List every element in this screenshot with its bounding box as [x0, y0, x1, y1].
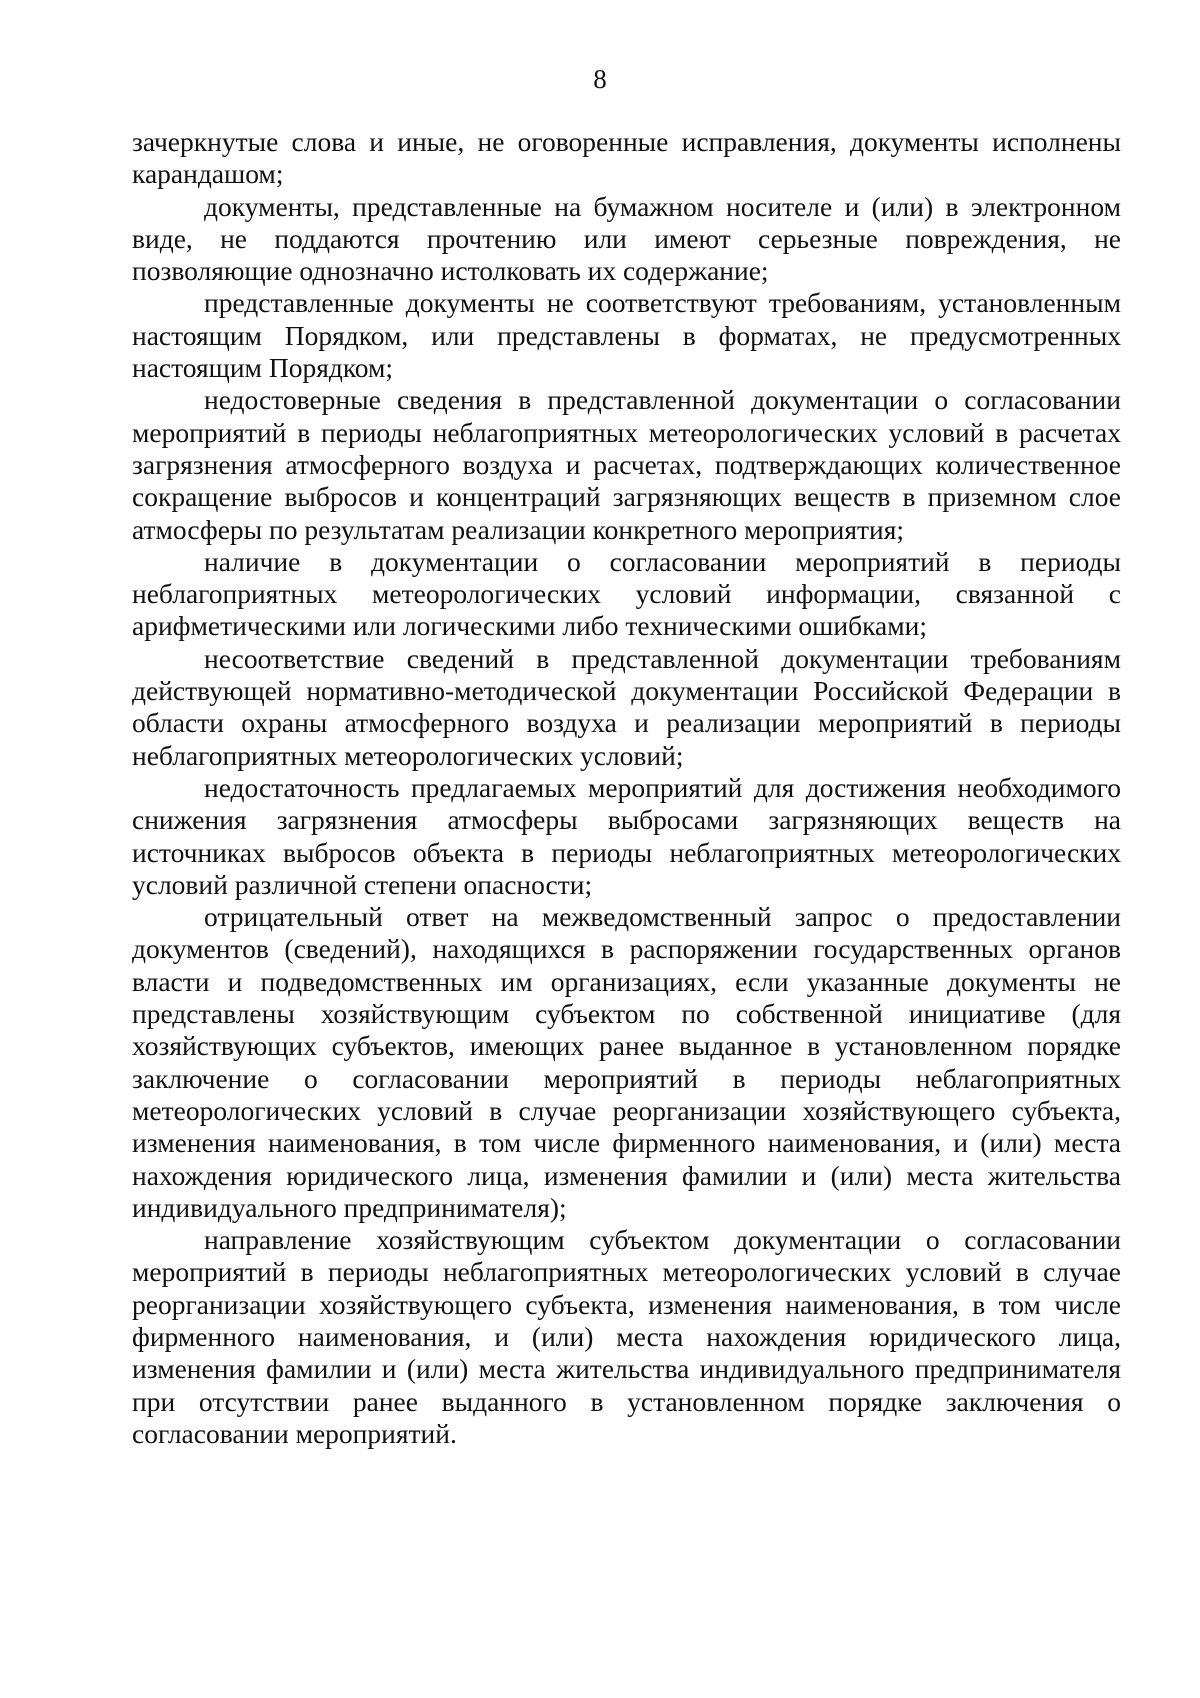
paragraph-regulatory-mismatch: несоответствие сведений в представленной документации требованиям действующей нормативно-методической документации Российской Федерации в области охраны атмосферного воздуха и реализации мероприятий в периоды неблагоприятных метеорологических условий;	[132, 642, 1121, 771]
paragraph-pencil-corrections: зачеркнутые слова и иные, не оговоренные исправления, документы исполнены карандашом;	[132, 126, 1121, 190]
paragraph-unreliable-data: недостоверные сведения в представленной документации о согласовании мероприятий в периоды неблагоприятных метеорологических условий в расчетах загрязнения атмосферного воздуха и расчетах, подтверждающих количественное сокращение выбросов и концентраций загрязняющих веществ в приземном слое атмосферы по результатам реализации конкретного мероприятия;	[132, 384, 1121, 545]
document-body	[132, 126, 1121, 1450]
paragraph-negative-interagency-response: отрицательный ответ на межведомственный запрос о предоставлении документов (сведений), находящихся в распоряжении государственных органов власти и подведомственных им организациях, если указанные документы не представлены хозяйствующим субъектом по собственной инициативе (для хозяйствующих субъектов, имеющих ранее выданное в установленном порядке заключение о согласовании мероприятий в периоды неблагоприятных метеорологических условий в случае реорганизации хозяйствующего субъекта, изменения наименования, в том числе фирменного наименования, и (или) места нахождения юридического лица, изменения фамилии и (или) места жительства индивидуального предпринимателя);	[132, 901, 1121, 1223]
paragraph-missing-prior-conclusion: направление хозяйствующим субъектом документации о согласовании мероприятий в периоды неблагоприятных метеорологических условий в случае реорганизации хозяйствующего субъекта, изменения наименования, в том числе фирменного наименования, и (или) места нахождения юридического лица, изменения фамилии и (или) места жительства индивидуального предпринимателя при отсутствии ранее выданного в установленном порядке заключения о согласовании мероприятий.	[132, 1224, 1121, 1449]
paragraph-format-noncompliance: представленные документы не соответствуют требованиям, установленным настоящим Порядком, или представлены в форматах, не предусмотренных настоящим Порядком;	[132, 287, 1121, 384]
paragraph-unreadable-documents: документы, представленные на бумажном носителе и (или) в электронном виде, не поддаются прочтению или имеют серьезные повреждения, не позволяющие однозначно истолковать их содержание;	[132, 190, 1121, 287]
paragraph-insufficient-measures: недостаточность предлагаемых мероприятий для достижения необходимого снижения загрязнения атмосферы выбросами загрязняющих веществ на источниках выбросов объекта в периоды неблагоприятных метеорологических условий различной степени опасности;	[132, 771, 1121, 900]
paragraph-arithmetic-errors: наличие в документации о согласовании мероприятий в периоды неблагоприятных метеорологических условий информации, связанной с арифметическими или логическими либо техническими ошибками;	[132, 545, 1121, 642]
page-number: 8	[593, 64, 607, 94]
